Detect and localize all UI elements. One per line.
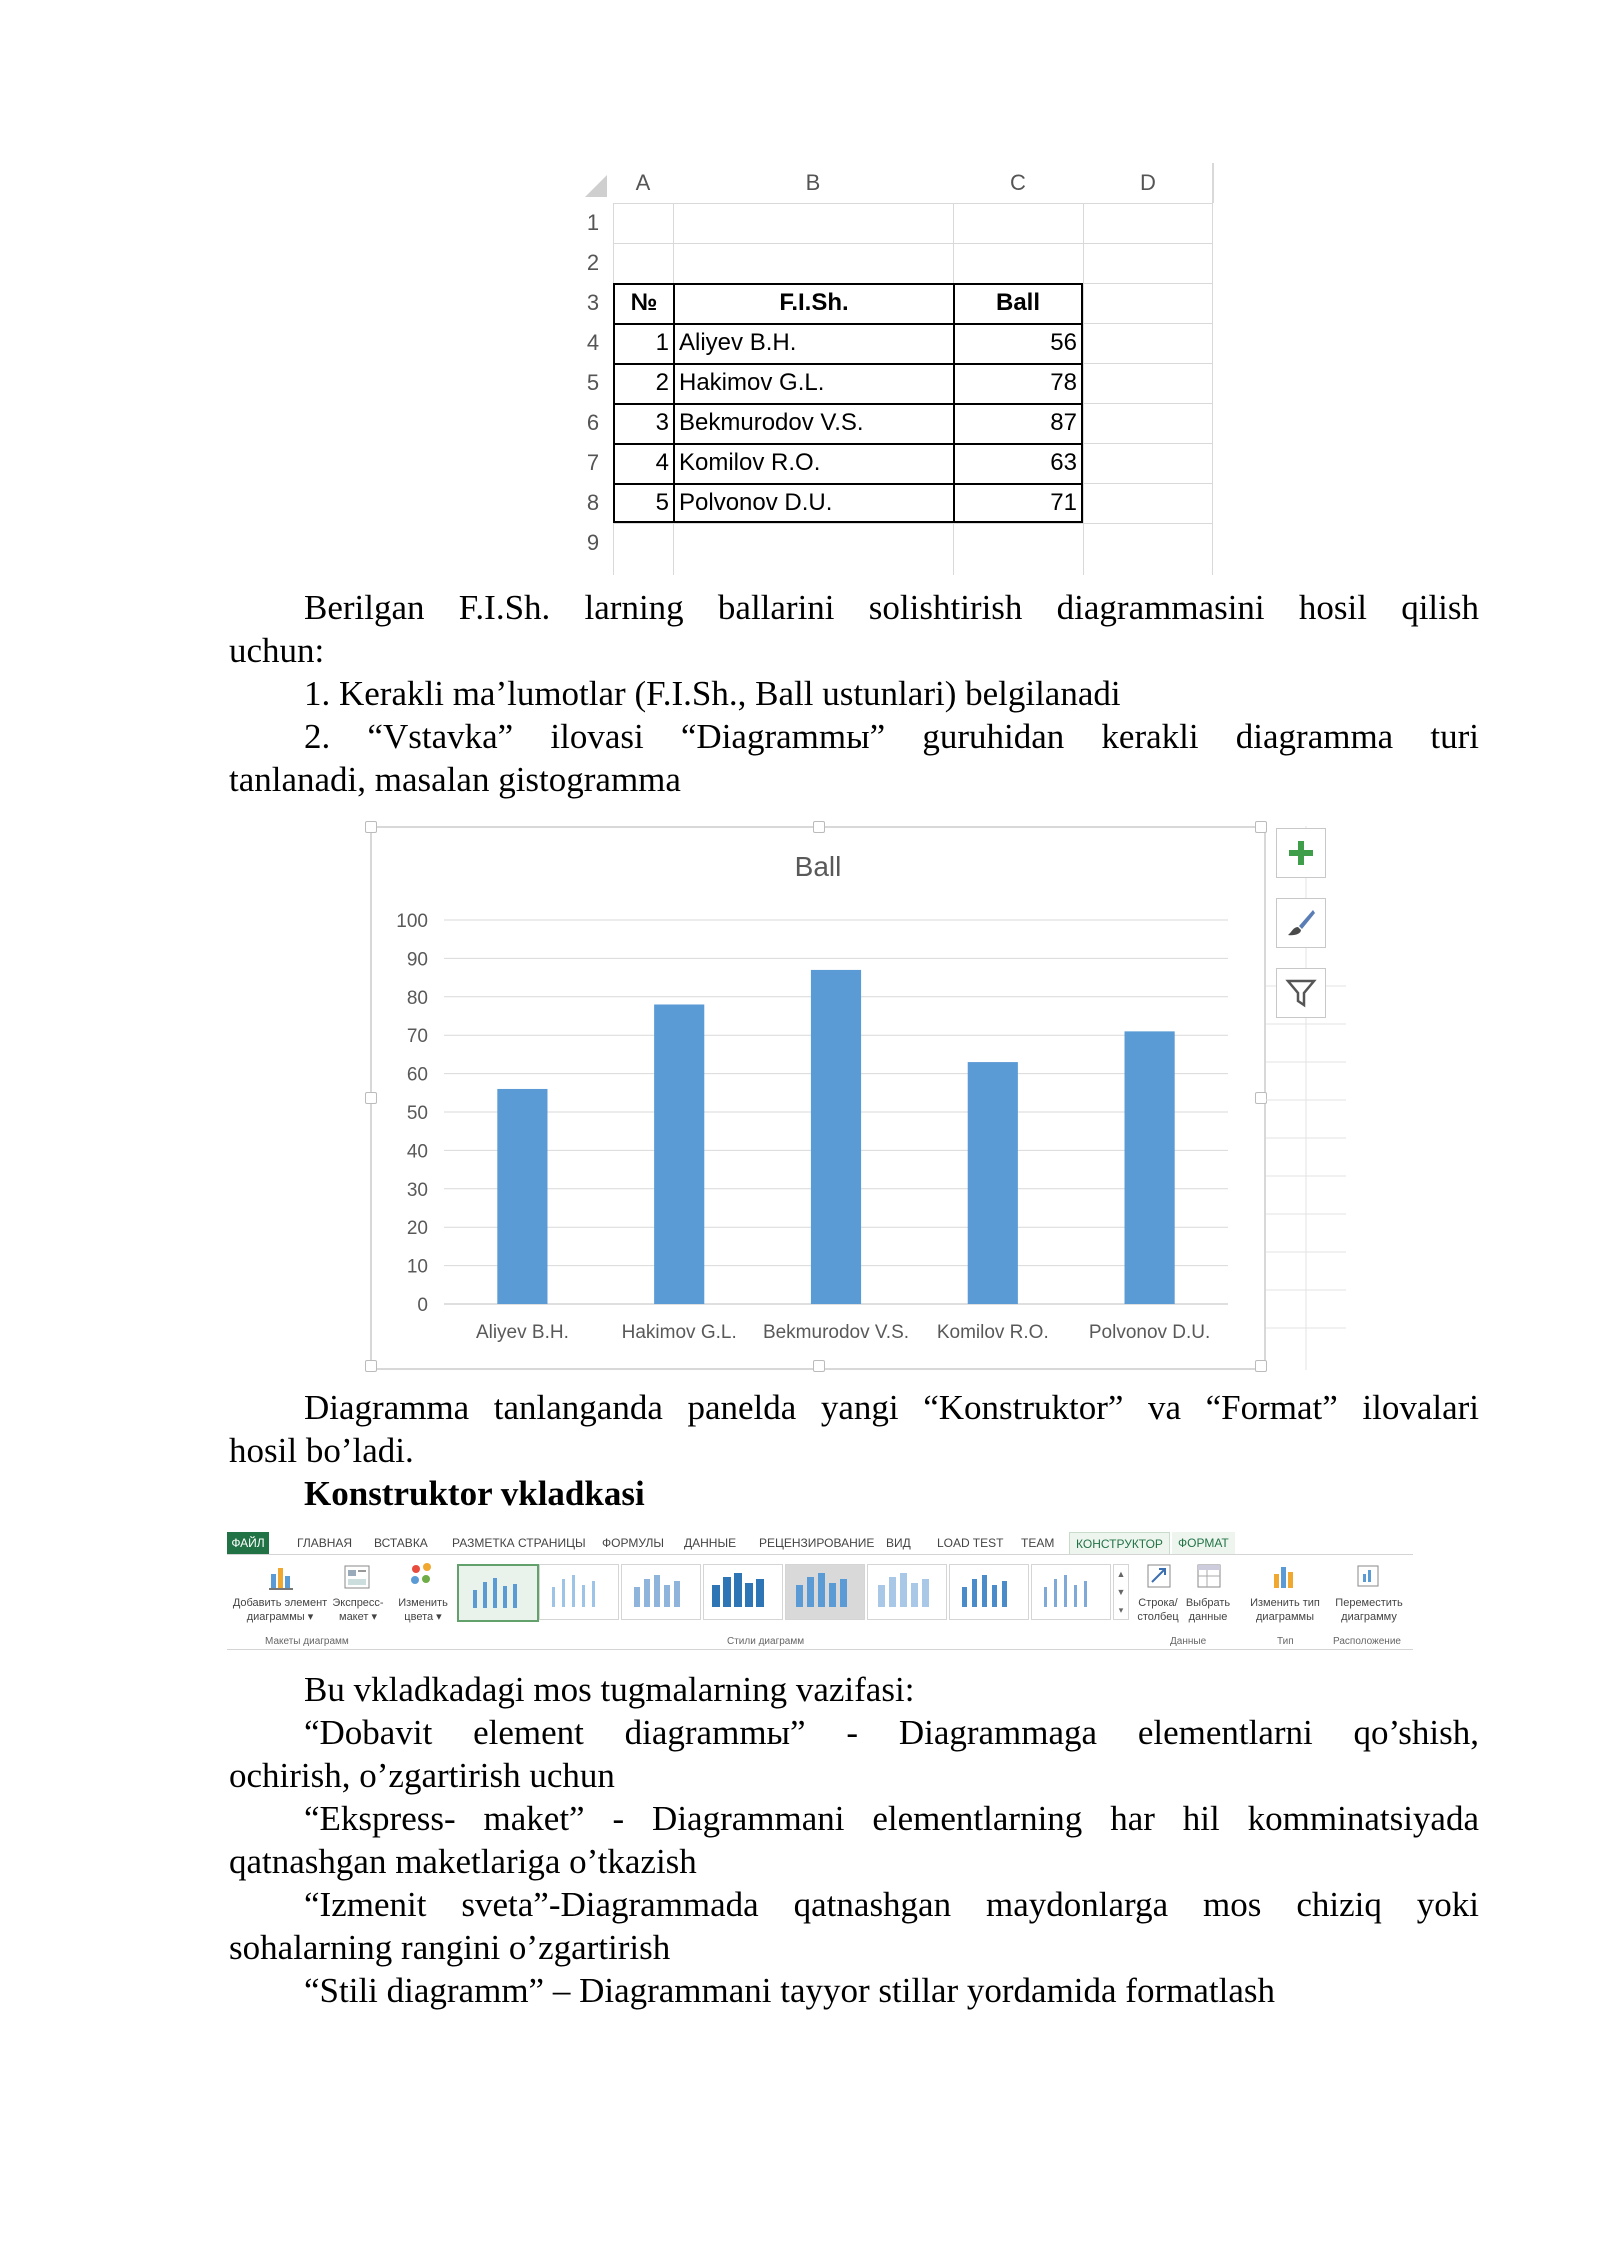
select-data-button[interactable]: Выбрать данные [1185,1597,1231,1623]
paragraph-intro [229,586,1479,672]
name-cell[interactable]: Hakimov G.L. [679,369,825,396]
change-chart-type-icon[interactable] [1269,1562,1297,1590]
group-label-type: Тип [1277,1636,1294,1647]
ball-cell[interactable]: 87 [1050,409,1077,436]
resize-handle[interactable] [365,821,377,833]
add-chart-element-icon[interactable] [267,1562,297,1592]
ball-cell[interactable]: 63 [1050,449,1077,476]
ribbon-bottom-border [227,1649,1413,1650]
paragraph-line: Bu vkladkadagi mos tugmalarning vazifasi: [304,1670,915,1709]
step-1 [229,672,1479,715]
switch-row-column-button[interactable]: Строка/ столбец [1137,1597,1179,1623]
paragraph-line: sohalarning rangini o’zgartirish [229,1928,671,1967]
y-tick-label: 10 [406,1256,428,1278]
x-tick-label: Komilov R.O. [936,1322,1049,1343]
tab-team[interactable]: TEAM [1021,1536,1055,1550]
spreadsheet [573,163,1213,575]
ball-cell[interactable]: 56 [1050,329,1077,356]
y-tick-label: 0 [417,1295,428,1316]
row-header-7[interactable]: 7 [586,450,600,475]
row-header-6[interactable]: 6 [586,410,600,435]
chart-style-8[interactable] [1031,1564,1111,1620]
styles-scroll-button[interactable]: ▲ ▼ ▾ [1113,1564,1129,1620]
tab-review[interactable]: РЕЦЕНЗИРОВАНИЕ [759,1536,875,1550]
chart-style-7[interactable] [949,1564,1029,1620]
quick-layout-icon[interactable] [342,1562,372,1592]
change-colors-icon[interactable] [407,1560,437,1590]
paragraph-line: tanlanadi, masalan gistogramma [229,760,681,799]
x-tick-label: Polvonov D.U. [1088,1322,1211,1343]
grid-line [613,523,1213,524]
chart-style-1[interactable] [457,1564,539,1622]
paragraph-line: 1. Kerakli ma’lumotlar (F.I.Sh., Ball ustunlari) belgilanadi [304,674,1121,713]
change-chart-type-button[interactable]: Изменить тип диаграммы [1250,1597,1320,1623]
y-tick-label: 50 [406,1103,428,1124]
header-ball-cell[interactable]: Ball [995,289,1040,316]
tab-load-test[interactable]: LOAD TEST [937,1536,1004,1550]
x-tick-label: Hakimov G.L. [621,1322,737,1343]
x-tick-label: Aliyev B.H. [475,1322,569,1343]
tab-formulas[interactable]: ФОРМУЛЫ [602,1536,665,1550]
y-tick-label: 30 [406,1179,428,1201]
add-chart-element-button[interactable]: Добавить элемент диаграммы ▾ [232,1597,328,1623]
select-all-corner[interactable] [573,163,613,203]
paragraph-line: Diagramma tanlanganda panelda yangi “Konstruktor” va “Format” ilovalari [304,1388,1479,1427]
resize-handle[interactable] [813,1360,825,1372]
move-chart-icon[interactable] [1354,1562,1382,1590]
brush-icon [1285,907,1317,939]
row-header-8[interactable]: 8 [586,490,600,515]
select-data-icon[interactable] [1195,1562,1223,1590]
name-cell[interactable]: Polvonov D.U. [679,489,833,516]
row-header-3[interactable]: 3 [586,290,600,315]
tab-konstruktor[interactable]: КОНСТРУКТОР [1069,1532,1170,1555]
paragraph-line: qatnashgan maketlariga o’tkazish [229,1842,697,1881]
grid-line [613,203,1213,204]
resize-handle[interactable] [365,1360,377,1372]
move-chart-button[interactable]: Переместить диаграмму [1335,1597,1403,1623]
row-header-5[interactable]: 5 [586,370,600,395]
y-tick-label: 90 [406,949,428,971]
ball-cell[interactable]: 71 [1050,489,1077,516]
y-tick-label: 80 [406,987,428,1009]
paragraph-line: uchun: [229,631,325,670]
column-header-c[interactable]: C [953,163,1084,203]
chart-title[interactable]: Ball [794,851,842,882]
group-label-data: Данные [1170,1636,1207,1647]
chart-elements-button[interactable] [1276,828,1326,878]
filter-icon [1285,977,1317,1009]
column-header-b[interactable]: B [673,163,954,203]
tab-file[interactable]: ФАЙЛ [227,1532,269,1554]
header-no-cell[interactable]: № [630,289,658,316]
chart-style-2[interactable] [539,1564,619,1620]
name-cell[interactable]: Bekmurodov V.S. [679,409,864,436]
tab-insert[interactable]: ВСТАВКА [374,1536,428,1550]
row-header-4[interactable]: 4 [586,330,600,355]
y-tick-label: 70 [406,1026,428,1048]
no-cell[interactable]: 5 [655,489,669,516]
step-2 [229,715,1479,801]
tab-view[interactable]: ВИД [886,1536,911,1550]
ball-cell[interactable]: 78 [1050,369,1077,396]
bar-chart [372,828,1264,1368]
paragraph-line: “Stili diagramm” – Diagrammani tayyor stillar yordamida formatlash [304,1971,1275,2010]
plus-icon [1286,838,1316,868]
y-tick-label: 100 [396,911,428,932]
tab-home[interactable]: ГЛАВНАЯ [297,1536,353,1550]
header-name-cell[interactable]: F.I.Sh. [779,289,849,316]
chart-styles-button[interactable] [1276,898,1326,948]
paragraph-konstruktor [229,1386,1479,1472]
paragraph-line: “Izmenit sveta”-Diagrammada qatnashgan maydonlarga mos chiziq yoki [304,1885,1479,1924]
bar[interactable] [654,1004,704,1304]
y-tick-label: 40 [406,1141,428,1163]
paragraph-line: “Dobavit element diagrammы” - Diagrammaga elementlarni qo’shish, [304,1713,1479,1752]
paragraph-styles [229,1969,1479,2012]
quick-layout-button[interactable]: Экспресс-макет ▾ [332,1597,384,1623]
grid-line [613,243,1213,244]
column-header-a[interactable]: A [613,163,674,203]
bar[interactable] [1125,1031,1175,1304]
paragraph-colors [229,1883,1479,1969]
grid-line [1212,163,1213,575]
switch-row-column-icon[interactable] [1145,1562,1173,1590]
chart-style-4[interactable] [703,1564,783,1620]
section-heading: Konstruktor vkladkasi [304,1474,645,1513]
resize-handle[interactable] [365,1092,377,1104]
paragraph-line: ochirish, o’zgartirish uchun [229,1756,615,1795]
change-colors-button[interactable]: Изменить цвета ▾ [398,1597,448,1623]
paragraph-line: hosil bo’ladi. [229,1431,414,1470]
y-tick-label: 20 [406,1218,428,1240]
tab-data[interactable]: ДАННЫЕ [684,1536,737,1550]
paragraph-express [229,1797,1479,1883]
chart-style-6[interactable] [867,1564,947,1620]
group-label-layouts: Макеты диаграмм [265,1636,349,1647]
x-tick-label: Bekmurodov V.S. [762,1322,910,1343]
resize-handle[interactable] [813,821,825,833]
no-cell[interactable]: 3 [655,409,669,436]
row-header-1[interactable]: 1 [586,210,600,235]
paragraph-add-element [229,1711,1479,1797]
row-header-2[interactable]: 2 [586,250,600,275]
chart-filters-button[interactable] [1276,968,1326,1018]
no-cell[interactable]: 2 [655,369,669,396]
no-cell[interactable]: 4 [655,449,669,476]
tab-format[interactable]: ФОРМАТ [1172,1532,1235,1554]
group-label-location: Расположение [1333,1636,1401,1647]
bar[interactable] [968,1062,1018,1304]
group-label-styles: Стили диаграмм [727,1636,805,1647]
grid-line [1083,203,1084,575]
paragraph-buttons-intro [229,1668,1479,1711]
column-header-d[interactable]: D [1083,163,1214,203]
row-header-9[interactable]: 9 [586,530,600,555]
bar[interactable] [497,1089,547,1304]
paragraph-line: 2. “Vstavka” ilovasi “Diagrammы” guruhidan kerakli diagramma turi [304,717,1479,756]
paragraph-line: Berilgan F.I.Sh. larning ballarini solishtirish diagrammasini hosil qilish [304,588,1479,627]
name-cell[interactable]: Komilov R.O. [679,449,821,476]
y-tick-label: 60 [406,1064,428,1086]
chart-style-5[interactable] [785,1564,865,1620]
ribbon-divider [227,1554,1413,1555]
no-cell[interactable]: 1 [655,329,669,356]
bar[interactable] [811,970,861,1304]
name-cell[interactable]: Aliyev B.H. [679,329,797,356]
chart-area[interactable] [370,826,1266,1370]
tab-page-layout[interactable]: РАЗМЕТКА СТРАНИЦЫ [452,1536,586,1550]
paragraph-line: “Ekspress- maket” - Diagrammani elementlarning har hil komminatsiyada [304,1799,1479,1838]
ribbon [227,1532,1413,1650]
chart-style-3[interactable] [621,1564,701,1620]
